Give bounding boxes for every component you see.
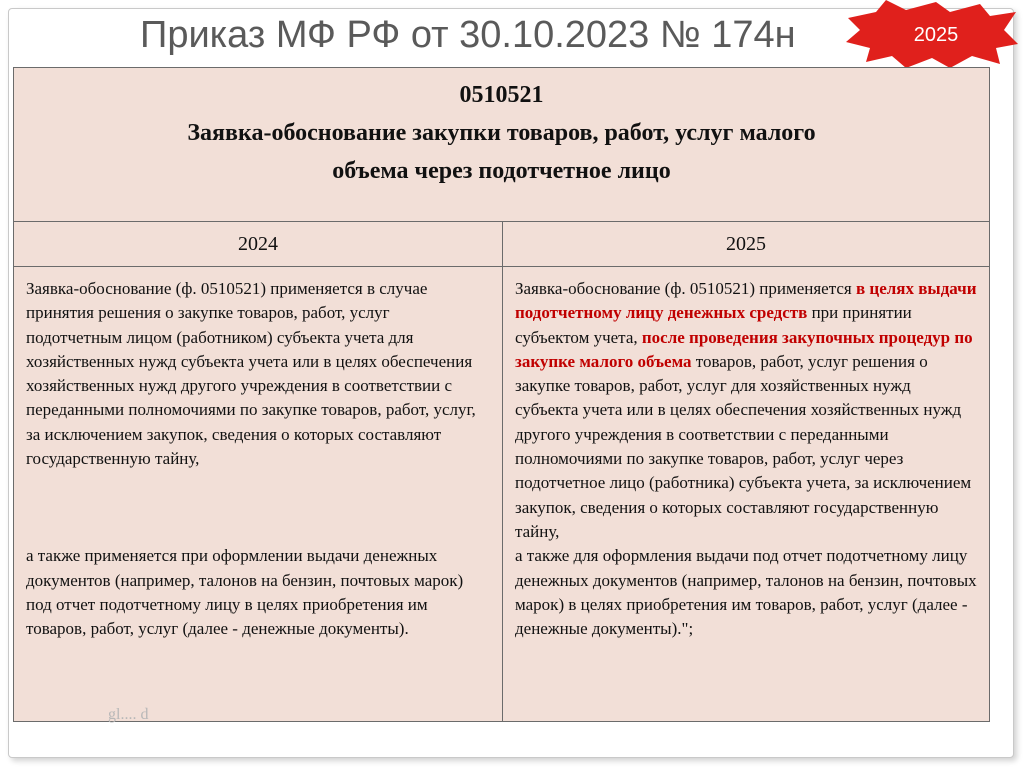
- left-column-text: [14, 267, 503, 722]
- left-paragraph-1: Заявка-обоснование (ф. 0510521) применяется в случае принятия решения о закупке товаров, работ, услуг подотчетным лицом (работником) субъекта учета для хозяйственных нужд субъекта учета или в целях обеспечения хозяйственных нужд другого учреждения в соответствии с переданными полномочиями по закупке товаров, работ, услуг, за исключением закупок, сведения о которых составляют государственную тайну,: [26, 279, 476, 469]
- right-highlight-2: после проведения закупочных процедур по закупке малого объема: [515, 327, 973, 371]
- form-title-line2: объема через подотчетное лицо: [332, 158, 671, 184]
- faded-footer-text: gl.... d: [108, 706, 149, 723]
- left-paragraph-2: а также применяется при оформлении выдачи денежных документов (например, талонов на бензин, почтовых марок) под отчет подотчетному лицу в целях приобретения им товаров, работ, услуг (далее - денежные документы).: [26, 546, 464, 639]
- content-row: [14, 267, 990, 722]
- right-text-3: товаров, работ, услуг решения о закупке товаров, работ, услуг для хозяйственных нужд субъекта учета или в целях обеспечения хозяйственных нужд другого учреждения в соответствии с переданными полномочиями по закупке товаров, работ, услуг через подотчетное лицо (работника) субъекта учета, за исключением закупок, сведения о которых составляют государственную тайну,: [515, 351, 972, 541]
- right-highlight-1: в целях выдачи подотчетному лицу денежных средств: [515, 279, 977, 323]
- table-header-row: [14, 68, 990, 222]
- year-badge: [840, 0, 1020, 70]
- slide-title: Приказ МФ РФ от 30.10.2023 № 174н: [140, 14, 796, 56]
- year-2025-header: 2025: [503, 222, 990, 267]
- left-spacer: [26, 471, 490, 544]
- right-text-2: при принятии субъектом учета,: [515, 303, 912, 347]
- form-code: 0510521: [459, 82, 544, 108]
- badge-label: 2025: [913, 24, 959, 46]
- year-row: [14, 222, 990, 267]
- right-paragraph-1: [515, 277, 977, 544]
- year-2024-header: 2024: [14, 222, 503, 267]
- right-text-1: Заявка-обоснование (ф. 0510521) применяется: [515, 279, 856, 298]
- right-column-text: [503, 267, 990, 722]
- right-paragraph-2: а также для оформления выдачи под отчет подотчетному лицу денежных документов (например, талонов на бензин, почтовых марок) в целях приобретения им товаров, работ, услуг (далее - денежные документы).";: [515, 546, 977, 639]
- form-title-line1: Заявка-обоснование закупки товаров, работ, услуг малого: [187, 120, 816, 146]
- comparison-table: [13, 67, 990, 722]
- form-header-cell: [14, 68, 990, 222]
